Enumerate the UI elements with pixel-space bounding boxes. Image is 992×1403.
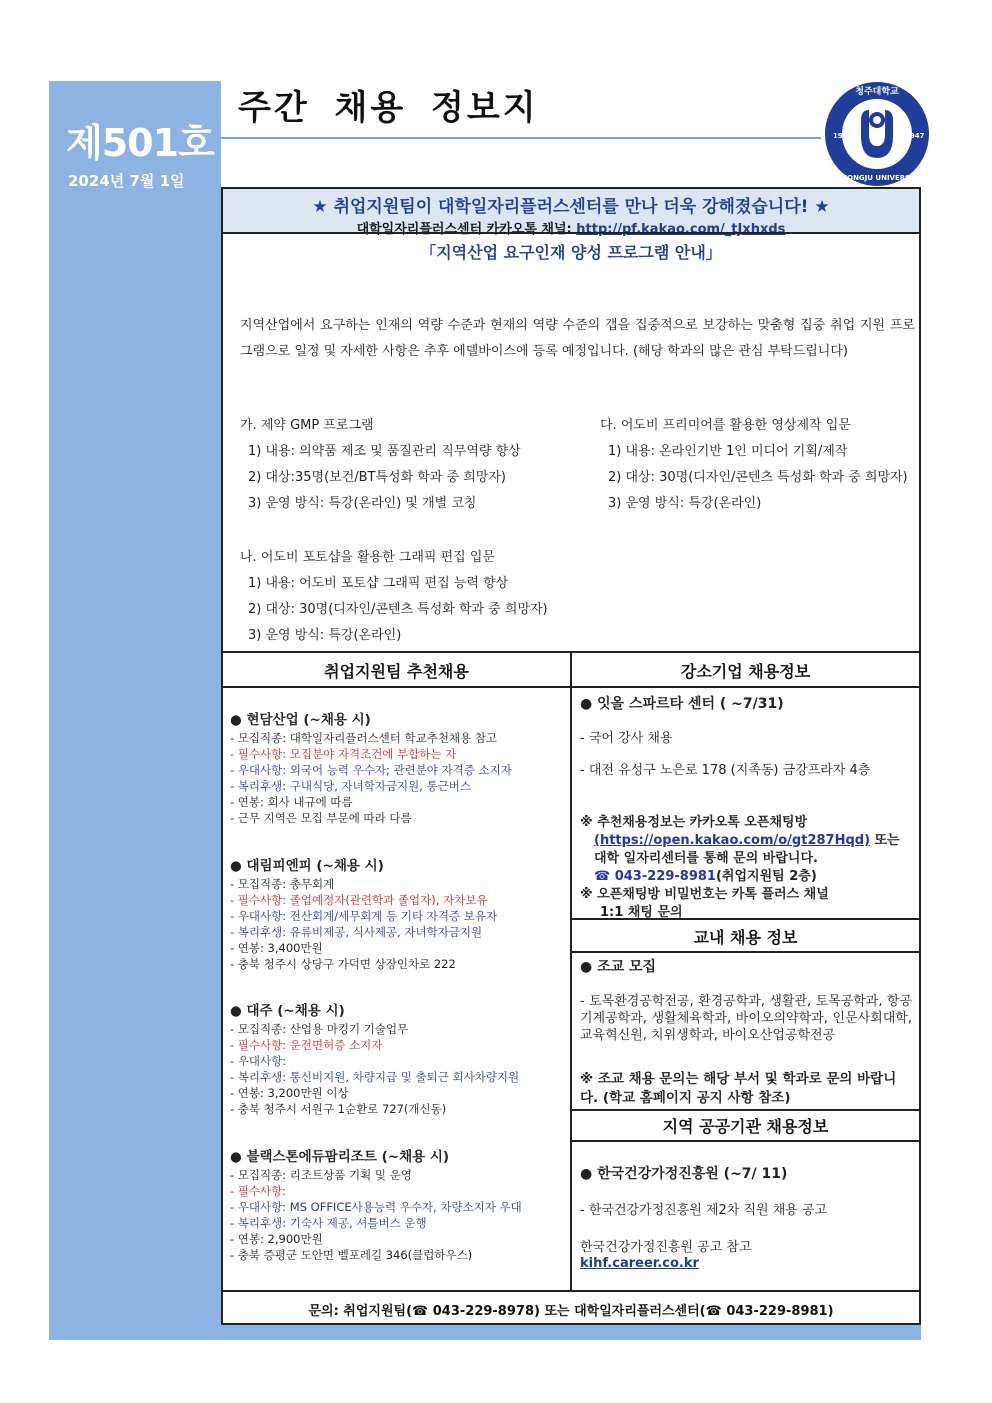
campus-depts: - 토목환경공학전공, 환경공학과, 생활관, 토목공학과, 항공기계공학과, 생활체육학과, 바이오의약학과, 인문사회대학, 교육혁신원, 치위생학과, 바이오산업공학전공 <box>580 994 912 1043</box>
company-job: - 모집직종: 대학일자리플러스센터 학교추천채용 참고 <box>230 731 498 745</box>
announcement-banner <box>223 189 919 237</box>
instructor-note <box>580 814 900 922</box>
note-suffix: (취업지원팀 2층) <box>715 869 817 884</box>
public-link[interactable]: kihf.career.co.kr <box>580 1256 699 1271</box>
campus-item: ● 조교 모집 <box>580 959 657 975</box>
divider <box>570 1140 921 1142</box>
note-line: 대학 일자리센터를 통해 문의 바랍니다. <box>594 851 818 866</box>
program-da-item: 2) 대상: 30명(디자인/콘텐츠 특성화 학과 중 희망자) <box>608 470 908 485</box>
issue-date: 2024년 7월 1일 <box>68 172 185 190</box>
divider <box>221 232 921 234</box>
program-ga <box>240 413 521 517</box>
svg-text:1924: 1924 <box>833 132 853 140</box>
note-line <box>580 868 900 886</box>
company-location: - 충북 청주시 상당구 가덕면 상장인차로 222 <box>230 957 456 971</box>
company-salary: - 연봉: 3,200만원 이상 <box>230 1086 349 1100</box>
company-location: - 근무 지역은 모집 부문에 따라 다름 <box>230 811 412 825</box>
note-line: 1:1 채팅 문의 <box>600 905 683 920</box>
program-ga-item: 1) 내용: 의약품 제조 및 품질관리 직무역량 향상 <box>248 444 521 459</box>
university-logo <box>823 80 931 188</box>
program-na-item: 3) 운영 방식: 특강(온라인) <box>248 628 402 643</box>
program-intro: 지역산업에서 요구하는 인재의 역량 수준과 현재의 역량 수준의 갭을 집중적으로 보강하는 맞춤형 집중 취업 지원 프로그램으로 일정 및 자세한 사항은 추후 에델바이스에 등록 예정입니다. (해당 학과의 많은 관심 부탁드립니다) <box>240 318 915 359</box>
public-org: ● 한국건강가정진흥원 (~7/ 11) <box>580 1166 788 1182</box>
page-title: 주간 채용 정보지 <box>238 88 539 128</box>
campus-heading: 교내 채용 정보 <box>693 928 798 947</box>
public-line: - 한국건강가정진흥원 제2차 직원 채용 공고 <box>580 1203 828 1218</box>
company-welfare: - 복리후생: 기숙사 제공, 셔틀버스 운행 <box>230 1216 427 1230</box>
company-job: - 모집직종: 총무회계 <box>230 877 335 891</box>
note-line: ※ 오픈채팅방 비밀번호는 카톡 플러스 채널 <box>580 887 829 902</box>
company-block <box>230 858 497 972</box>
instructor-company: ● 잇올 스파르타 센터 ( ~7/31) <box>580 696 784 712</box>
kakao-channel-link[interactable]: http://pf.kakao.com/_tJxhxds <box>576 222 786 237</box>
public-line: 한국건강가정진흥원 공고 참고 <box>580 1240 752 1255</box>
company-name: ● 현담산업 (~채용 시) <box>230 712 371 728</box>
company-location: - 충북 청주시 서원구 1순환로 727(개신동) <box>230 1102 447 1116</box>
company-job: - 모집직종: 리조트상품 기획 및 운영 <box>230 1168 412 1182</box>
divider <box>221 1290 921 1292</box>
program-title: 「지역산업 요구인재 양성 프로그램 안내」 <box>420 243 722 262</box>
program-na <box>240 545 548 649</box>
company-preferred: - 우대사항: 외국어 능력 우수자; 관련분야 자격증 소지자 <box>230 763 512 777</box>
program-na-item: 2) 대상: 30명(디자인/콘텐츠 특성화 학과 중 희망자) <box>248 602 548 617</box>
company-salary: - 연봉: 2,900만원 <box>230 1232 323 1246</box>
public-heading: 지역 공공기관 채용정보 <box>662 1117 829 1136</box>
banner-headline: ★ 취업지원팀이 대학일자리플러스센터를 만나 더욱 강해졌습니다! ★ <box>312 197 830 217</box>
issue-number: 제501호 <box>66 121 214 165</box>
company-required: - 필수사항: 모집분야 자격조건에 부합하는 자 <box>230 747 457 761</box>
svg-text:청주대학교: 청주대학교 <box>855 87 899 97</box>
note-suffix: 또는 <box>870 833 900 848</box>
company-salary: - 연봉: 회사 내규에 따름 <box>230 795 353 809</box>
program-ga-item: 3) 운영 방식: 특강(온라인) 및 개별 코칭 <box>248 496 477 511</box>
banner-kakao-line <box>223 218 919 237</box>
program-na-title: 나. 어도비 포토샵을 활용한 그래픽 편집 입문 <box>240 550 495 565</box>
program-da-item: 3) 운영 방식: 특강(온라인) <box>608 496 762 511</box>
title-underline <box>221 137 821 139</box>
company-salary: - 연봉: 3,400만원 <box>230 941 323 955</box>
program-ga-item: 2) 대상:35명(보건/BT특성화 학과 중 희망자) <box>248 470 506 485</box>
company-name: ● 대림피엔피 (~채용 시) <box>230 858 384 874</box>
company-welfare: - 복리후생: 통신비지원, 차량지급 및 출퇴근 회사차량지원 <box>230 1070 520 1084</box>
left-section-heading: 취업지원팀 추천채용 <box>324 662 469 681</box>
program-da-title: 다. 어도비 프리미어를 활용한 영상제작 입문 <box>600 418 851 433</box>
company-block <box>230 1003 519 1117</box>
campus-note: ※ 조교 채용 문의는 해당 부서 및 학과로 문의 바랍니다. (학교 홈페이지 공지 사항 참조) <box>580 1071 897 1106</box>
program-ga-title: 가. 제약 GMP 프로그램 <box>240 418 374 433</box>
company-required: - 필수사항: 졸업예정자(관련학과 졸업자), 자차보유 <box>230 893 488 907</box>
svg-text:CHEONGJU UNIVERSITY: CHEONGJU UNIVERSITY <box>831 174 923 182</box>
sidebar-panel <box>49 81 221 1340</box>
open-chat-link[interactable]: (https://open.kakao.com/o/gt287Hqd) <box>594 833 871 848</box>
company-welfare: - 복리후생: 유류비제공, 식사제공, 자녀학자금지원 <box>230 925 483 939</box>
divider <box>570 651 572 1291</box>
divider <box>570 1109 921 1111</box>
company-block <box>230 712 512 826</box>
phone-number[interactable]: ☎ 043-229-8981 <box>594 869 716 884</box>
company-welfare: - 복리후생: 구내식당, 자녀학자금지원, 통근버스 <box>230 779 472 793</box>
company-required: - 필수사항: <box>230 1184 287 1198</box>
footer-contact: 문의: 취업지원팀(☎ 043-229-8978) 또는 대학일자리플러스센터(☎ 043-229-8981) <box>308 1304 834 1319</box>
instructor-heading: 강소기업 채용정보 <box>680 662 811 681</box>
instructor-line: - 국어 강사 채용 <box>580 731 673 746</box>
company-preferred: - 우대사항: <box>230 1054 287 1068</box>
program-da-item: 1) 내용: 온라인기반 1인 미디어 기획/제작 <box>608 444 848 459</box>
company-job: - 모집직종: 산업용 마킹기 기술업무 <box>230 1022 409 1036</box>
company-location: - 충북 증평군 도안면 벨포레길 346(클럽하우스) <box>230 1248 473 1262</box>
company-block <box>230 1149 522 1263</box>
note-line: ※ 추천채용정보는 카카오톡 오픈채팅방 <box>580 815 808 830</box>
banner-kakao-label: 대학일자리플러스센터 카카오톡 채널: <box>356 222 577 237</box>
company-name: ● 대주 (~채용 시) <box>230 1003 345 1019</box>
company-name: ● 블랙스톤에듀팜리조트 (~채용 시) <box>230 1149 450 1165</box>
divider <box>570 951 921 953</box>
company-required: - 필수사항: 운전면허증 소지자 <box>230 1038 383 1052</box>
program-na-item: 1) 내용: 어도비 포토샵 그래픽 편집 능력 향상 <box>248 576 509 591</box>
bottom-strip <box>49 1325 921 1340</box>
instructor-line: - 대전 유성구 노은로 178 (지족동) 금강프라자 4층 <box>580 763 871 778</box>
program-da <box>600 413 908 517</box>
company-preferred: - 우대사항: 전산회계/세무회계 등 기타 자격증 보유자 <box>230 909 498 923</box>
svg-text:1947: 1947 <box>905 132 925 140</box>
company-preferred: - 우대사항: MS OFFICE사용능력 우수자, 차량소지자 우대 <box>230 1200 522 1214</box>
note-line <box>580 832 900 850</box>
